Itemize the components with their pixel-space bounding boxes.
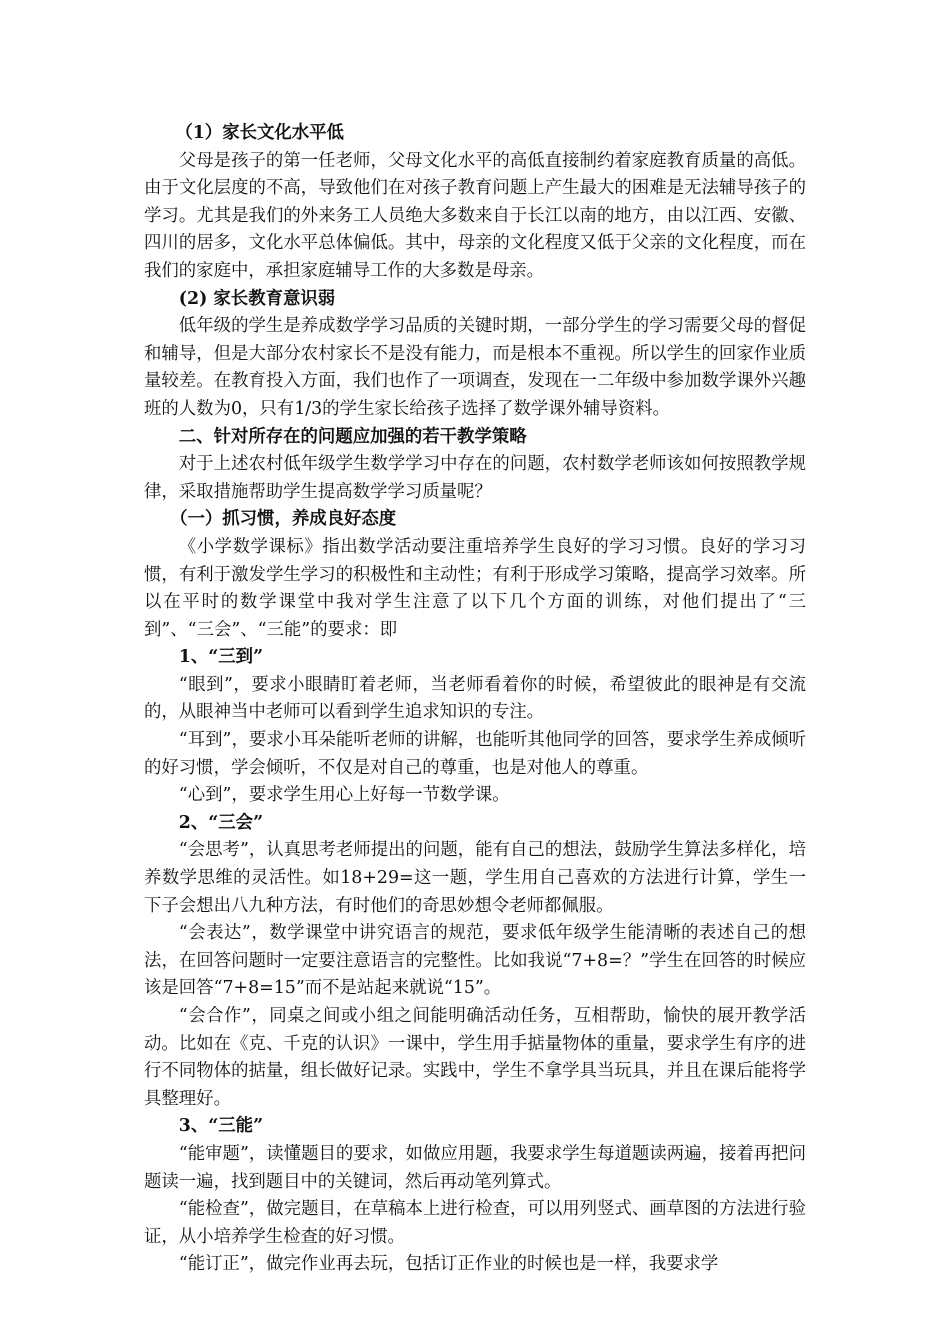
paragraph-parent-education-level: 父母是孩子的第一任老师，父母文化水平的高低直接制约着家庭教育质量的高低。由于文化层度的不高，导致他们在对孩子教育问题上产生最大的困难是无法辅导孩子的学习。尤其是我们的外来务工人员绝大多数来自于长江以南的地方，由以江西、安徽、四川的居多，文化水平总体偏低。其中，母亲的文化程度又低于父亲的文化程度，而在我们的家庭中，承担家庭辅导工作的大多数是母亲。 xyxy=(144,150,806,281)
paragraph-thinking: “会思考”，认真思考老师提出的问题，能有自己的想法，鼓励学生算法多样化，培养数学思维的灵活性。如18+29=这一题，学生用自己喜欢的方法进行计算，学生一下子会想出八九种方法，有时他们的奇思妙想令老师都佩服。 xyxy=(144,840,806,916)
document-page xyxy=(144,120,806,1279)
paragraph-ears: “耳到”，要求小耳朵能听老师的讲解，也能听其他同学的回答，要求学生养成倾听的好习惯，学会倾听，不仅是对自己的尊重，也是对他人的尊重。 xyxy=(144,730,806,778)
paragraph-heart: “心到”，要求学生用心上好每一节数学课。 xyxy=(178,785,510,806)
section-heading-parent-awareness: (2) 家长教育意识弱 xyxy=(178,288,336,309)
paragraph-expressing: “会表达”，数学课堂中讲究语言的规范，要求低年级学生能清晰的表述自己的想法，在回答问题时一定要注意语言的完整性。比如我说“7+8=？”学生在回答的时候应该是回答“7+8=15”而不是站起来就说“15”。 xyxy=(144,923,806,999)
paragraph-habits: 《小学数学课标》指出数学活动要注重培养学生良好的学习习惯。良好的学习习惯，有利于激发学生学习的积极性和主动性；有利于形成学习策略，提高学习效率。所以在平时的数学课堂中我对学生注意了以下几个方面的训练，对他们提出了“三到”、“三会”、“三能”的要求：即 xyxy=(144,536,806,640)
paragraph-parent-awareness: 低年级的学生是养成数学学习品质的关键时期，一部分学生的学习需要父母的督促和辅导，但是大部分农村家长不是没有能力，而是根本不重视。所以学生的回家作业质量较差。在教育投入方面，我们也作了一项调查，发现在一二年级中参加数学课外兴趣班的人数为0，只有1/3的学生家长给孩子选择了数学课外辅导资料。 xyxy=(144,316,806,419)
paragraph-reading-problems: “能审题”，读懂题目的要求，如做应用题，我要求学生每道题读两遍，接着再把问题读一遍，找到题目中的关键词，然后再动笔列算式。 xyxy=(144,1143,806,1192)
section-heading-strategies: 二、针对所存在的问题应加强的若干教学策略 xyxy=(178,426,527,447)
section-heading-three-attentions: 1、“三到” xyxy=(178,647,264,668)
section-heading-parent-education-level: （1）家长文化水平低 xyxy=(175,123,344,143)
section-heading-habits: （一）抓习惯，养成良好态度 xyxy=(170,509,397,530)
paragraph-eyes: “眼到”，要求小眼睛盯着老师，当老师看着你的时候，希望彼此的眼神是有交流的，从眼神当中老师可以看到学生追求知识的专注。 xyxy=(144,674,806,723)
paragraph-correcting: “能订正”，做完作业再去玩，包括订正作业的时候也是一样，我要求学 xyxy=(178,1254,719,1275)
paragraph-cooperating: “会合作”，同桌之间或小组之间能明确活动任务，互相帮助，愉快的展开教学活动。比如在《克、千克的认识》一课中，学生用手掂量物体的重量，要求学生有序的进行不同物体的掂量，组长做好记录。实践中，学生不拿学具当玩具，并且在课后能将学具整理好。 xyxy=(144,1006,806,1109)
paragraph-strategies-intro: 对于上述农村低年级学生数学学习中存在的问题，农村数学老师该如何按照教学规律，采取措施帮助学生提高数学学习质量呢？ xyxy=(144,454,806,502)
section-heading-three-abilities: 3、“三能” xyxy=(178,1116,264,1137)
section-heading-three-skills: 2、“三会” xyxy=(178,812,264,833)
paragraph-checking: “能检查”，做完题目，在草稿本上进行检查，可以用列竖式、画草图的方法进行验证，从小培养学生检查的好习惯。 xyxy=(144,1199,806,1247)
